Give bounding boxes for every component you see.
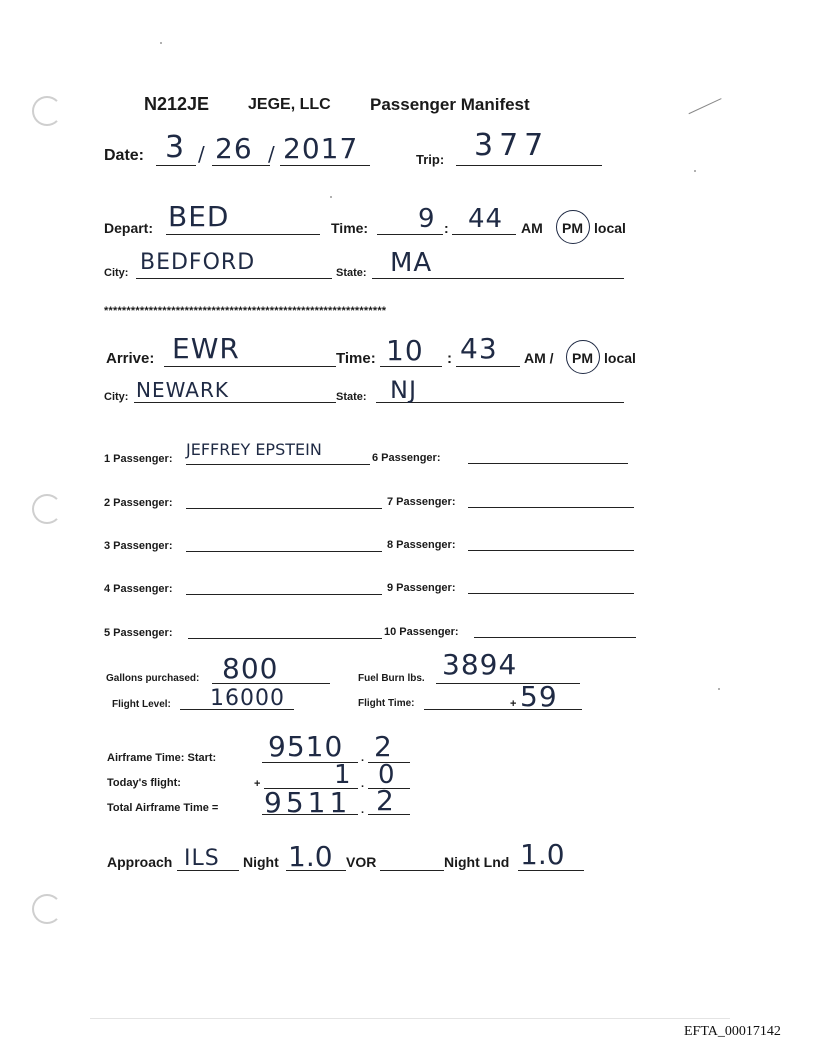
binder-hole-bottom [32,894,62,924]
arrive-pm-option: PM [572,350,593,366]
date-day-line [212,165,270,166]
passenger-1-label: 1 Passenger: [104,453,173,465]
arrive-minute-value: 43 [460,332,498,365]
depart-pm-circle [556,210,590,244]
flight-level-label: Flight Level: [112,699,171,710]
fuel-burn-value: 3894 [442,648,518,681]
arrive-minute-line [456,366,520,367]
total-airframe-dec-value: 2 [376,784,395,817]
total-airframe-dot: . [361,804,365,816]
night-value: 1.0 [288,840,333,873]
trip-label: Trip: [416,152,445,167]
depart-pm-option: PM [562,220,583,236]
date-day-value: 26 [215,132,253,165]
gallons-purchased-label: Gallons purchased: [106,673,200,684]
passenger-9-line [468,593,634,594]
arrive-line [164,366,336,367]
scan-speck [694,170,696,172]
arrive-label: Arrive: [106,350,155,367]
todays-flight-whole-value: 1 [334,760,352,790]
depart-line [166,234,320,235]
date-separator-2: / [268,142,276,166]
header-company: JEGE, LLC [248,96,331,113]
passenger-6-line [468,463,628,464]
passenger-1-line [186,464,370,465]
passenger-2-label: 2 Passenger: [104,497,173,509]
passenger-3-label: 3 Passenger: [104,540,173,552]
passenger-4-label: 4 Passenger: [104,583,173,595]
arrive-am-option: AM / [524,350,554,366]
page-title: Passenger Manifest [370,95,530,114]
section-divider: *************************************************************** [104,305,387,317]
night-label: Night [243,854,279,870]
depart-label: Depart: [104,220,154,236]
passenger-7-label: 7 Passenger: [387,496,456,508]
flight-level-value: 16000 [210,686,285,711]
scan-speck [330,196,332,198]
arrive-state-value: NJ [390,376,418,404]
todays-flight-dec-value: 0 [378,760,396,790]
flight-time-plus: + [510,698,517,710]
scan-edge-line [90,1018,730,1019]
todays-flight-dot: . [361,778,365,790]
depart-am-option: AM [521,220,543,236]
passenger-2-line [186,508,382,509]
flight-time-label: Flight Time: [358,698,415,709]
passenger-6-label: 6 Passenger: [372,452,441,464]
depart-minute-value: 44 [468,204,504,234]
fuel-burn-label: Fuel Burn lbs. [358,673,425,684]
airframe-start-dot: . [361,752,365,764]
scan-speck [160,42,162,44]
arrive-pm-circle [566,340,600,374]
scan-speck [718,688,720,690]
passenger-7-line [468,507,634,508]
airframe-start-dec-value: 2 [374,730,393,763]
airframe-start-label: Airframe Time: Start: [107,752,217,764]
date-separator-1: / [198,142,206,166]
airframe-start-whole-value: 9510 [268,730,344,763]
arrive-time-colon: : [447,350,452,367]
arrive-state-label: State: [336,391,367,403]
passenger-10-label: 10 Passenger: [384,626,459,638]
date-year-value: 2017 [283,132,359,165]
depart-local-label: local [594,220,626,236]
arrive-time-label: Time: [336,350,376,367]
arrive-city-line [134,402,336,403]
depart-state-value: MA [390,248,433,278]
passenger-9-label: 9 Passenger: [387,582,456,594]
todays-flight-plus: + [254,778,261,790]
total-airframe-whole-value: 9511 [264,786,352,819]
depart-value: BED [168,200,230,233]
total-airframe-label: Total Airframe Time = [107,802,219,814]
date-label: Date: [104,147,145,164]
depart-time-colon: : [444,220,449,236]
depart-state-line [372,278,624,279]
fuel-burn-line [436,683,580,684]
trip-line [456,165,602,166]
binder-hole-top [32,96,62,126]
date-month-line [156,165,196,166]
date-year-line [280,165,370,166]
arrive-value: EWR [172,332,240,365]
depart-hour-line [377,234,443,235]
scribble-mark [689,98,728,127]
passenger-5-label: 5 Passenger: [104,627,173,639]
arrive-city-value: NEWARK [136,378,229,402]
arrive-city-label: City: [104,391,129,403]
approach-value: ILS [184,846,220,871]
header-tail-number: N212JE [144,94,210,114]
depart-city-label: City: [104,267,129,279]
binder-hole-middle [32,494,62,524]
depart-city-value: BEDFORD [140,250,256,275]
passenger-5-line [188,638,382,639]
approach-label: Approach [107,854,173,870]
flight-time-value: 59 [520,680,558,713]
passenger-3-line [186,551,382,552]
depart-time-label: Time: [331,220,369,236]
passenger-8-line [468,550,634,551]
todays-flight-label: Today's flight: [107,777,181,789]
night-landing-label: Night Lnd [444,854,510,870]
passenger-10-line [474,637,636,638]
depart-hour-value: 9 [418,204,436,234]
depart-city-line [136,278,332,279]
date-month-value: 3 [165,130,186,165]
arrive-hour-value: 10 [386,334,424,367]
night-landing-value: 1.0 [520,838,565,871]
trip-value: 377 [474,128,550,163]
vor-line [380,870,444,871]
flight-time-line [424,709,582,710]
passenger-1-value: JEFFREY EPSTEIN [186,440,322,459]
bates-number: EFTA_00017142 [684,1024,781,1039]
vor-label: VOR [346,854,377,870]
gallons-purchased-value: 800 [222,652,279,685]
depart-minute-line [452,234,516,235]
passenger-8-label: 8 Passenger: [387,539,456,551]
depart-state-label: State: [336,267,367,279]
arrive-local-label: local [604,350,636,366]
passenger-4-line [186,594,382,595]
